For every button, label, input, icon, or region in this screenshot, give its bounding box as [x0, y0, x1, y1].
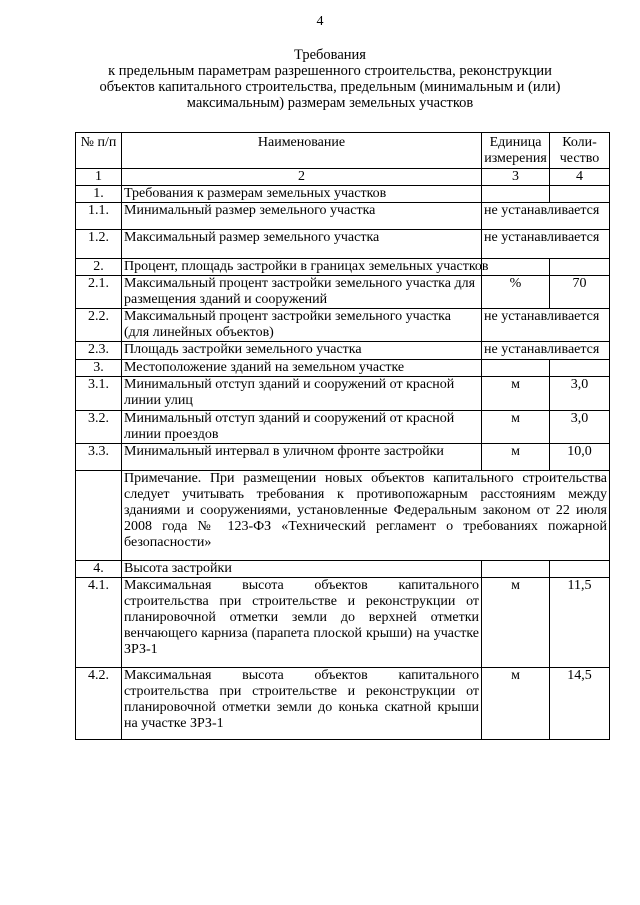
row-name: Требования к размерам земельных участков	[122, 186, 482, 203]
note-text: Примечание. При размещении новых объектов капитального строительства следует учитывать требования к противопожарным расстояниям между зданиями и сооружениями, установленные Федеральным законом от 22 июля 2008 года № 123-ФЗ «Технический регламент о требованиях пожарной безопасности»	[122, 471, 610, 561]
row-number: 3.1.	[76, 377, 122, 411]
row-quantity: 11,5	[550, 578, 610, 668]
title-line: Требования	[294, 47, 366, 63]
column-number: 1	[76, 169, 122, 186]
table-row	[76, 444, 610, 471]
row-value: не устанавливается	[482, 203, 610, 230]
row-name: Минимальный размер земельного участка	[122, 203, 482, 230]
row-name: Максимальная высота объектов капитального строительства при строительстве и реконструкции от планировочной отметки земли до верхней отметки венчающего карниза (парапета плоской крыши) на участке ЗРЗ-1	[122, 578, 482, 668]
header-quantity: Коли-чество	[550, 133, 610, 169]
title-line: максимальным) размерам земельных участков	[186, 95, 474, 111]
row-value: не устанавливается	[482, 309, 610, 342]
table-row	[76, 309, 610, 342]
empty-cell	[482, 561, 550, 578]
row-quantity: 3,0	[550, 411, 610, 444]
empty-cell	[482, 360, 550, 377]
row-number: 4.2.	[76, 668, 122, 740]
row-name: Процент, площадь застройки в границах земельных участков	[122, 259, 482, 276]
column-number: 2	[122, 169, 482, 186]
row-name: Минимальный интервал в уличном фронте застройки	[122, 444, 482, 471]
column-number: 3	[482, 169, 550, 186]
row-name: Максимальный размер земельного участка	[122, 230, 482, 259]
header-number: № п/п	[76, 133, 122, 169]
column-number: 4	[550, 169, 610, 186]
row-number: 1.	[76, 186, 122, 203]
section-row	[76, 360, 610, 377]
title-line: объектов капитального строительства, предельным (минимальным и (или)	[99, 79, 561, 95]
row-number: 1.1.	[76, 203, 122, 230]
table-row	[76, 276, 610, 309]
row-number: 2.	[76, 259, 122, 276]
empty-cell	[550, 561, 610, 578]
page-number: 4	[316, 14, 324, 29]
empty-cell	[482, 186, 550, 203]
row-name: Максимальный процент застройки земельного участка для размещения зданий и сооружений	[122, 276, 482, 309]
empty-cell	[482, 259, 550, 276]
row-name: Минимальный отступ зданий и сооружений от красной линии улиц	[122, 377, 482, 411]
row-name: Высота застройки	[122, 561, 482, 578]
row-number: 2.2.	[76, 309, 122, 342]
row-value: не устанавливается	[482, 342, 610, 360]
table-row	[76, 342, 610, 360]
row-value: не устанавливается	[482, 230, 610, 259]
row-number: 1.2.	[76, 230, 122, 259]
table-row	[76, 578, 610, 668]
header-unit: Единица измерения	[482, 133, 550, 169]
row-unit: м	[482, 377, 550, 411]
section-row	[76, 259, 610, 276]
title-line: к предельным параметрам разрешенного строительства, реконструкции	[108, 63, 552, 79]
table-row	[76, 377, 610, 411]
row-number: 4.	[76, 561, 122, 578]
row-number: 3.2.	[76, 411, 122, 444]
row-number: 3.	[76, 360, 122, 377]
empty-cell	[76, 471, 122, 561]
column-number-row	[76, 169, 610, 186]
row-number: 4.1.	[76, 578, 122, 668]
row-number: 2.3.	[76, 342, 122, 360]
row-unit: м	[482, 444, 550, 471]
section-row	[76, 561, 610, 578]
row-unit: м	[482, 668, 550, 740]
row-unit: %	[482, 276, 550, 309]
row-name: Местоположение зданий на земельном участке	[122, 360, 482, 377]
table-row	[76, 230, 610, 259]
row-name: Максимальный процент застройки земельного участка (для линейных объектов)	[122, 309, 482, 342]
table-row	[76, 411, 610, 444]
row-name: Площадь застройки земельного участка	[122, 342, 482, 360]
header-name: Наименование	[122, 133, 482, 169]
row-number: 2.1.	[76, 276, 122, 309]
row-name: Максимальная высота объектов капитального строительства при строительстве и реконструкции от планировочной отметки земли до конька скатной крыши на участке ЗРЗ-1	[122, 668, 482, 740]
table-header-row	[76, 133, 610, 169]
table-row	[76, 668, 610, 740]
row-quantity: 70	[550, 276, 610, 309]
requirements-table	[75, 132, 610, 740]
row-unit: м	[482, 578, 550, 668]
row-number: 3.3.	[76, 444, 122, 471]
empty-cell	[550, 186, 610, 203]
table-row	[76, 203, 610, 230]
row-quantity: 3,0	[550, 377, 610, 411]
note-row	[76, 471, 610, 561]
row-name: Минимальный отступ зданий и сооружений от красной линии проездов	[122, 411, 482, 444]
row-quantity: 14,5	[550, 668, 610, 740]
row-quantity: 10,0	[550, 444, 610, 471]
document-title	[80, 47, 580, 111]
empty-cell	[550, 259, 610, 276]
section-row	[76, 186, 610, 203]
empty-cell	[550, 360, 610, 377]
row-unit: м	[482, 411, 550, 444]
